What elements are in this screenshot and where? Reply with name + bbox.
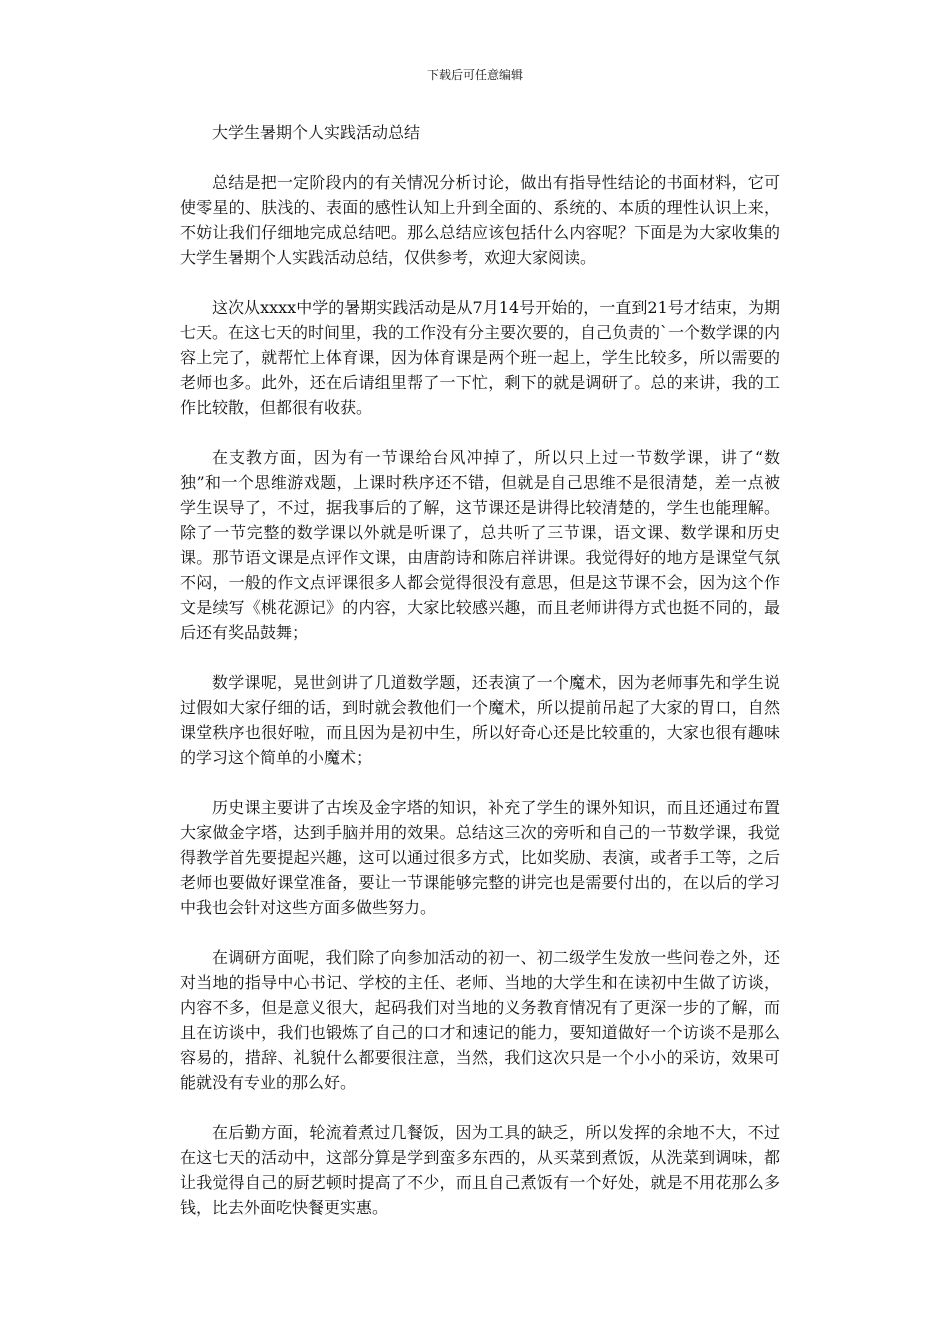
header-note: 下载后可任意编辑 [426,68,523,82]
paragraph-logistics: 在后勤方面，轮流着煮过几餐饭，因为工具的缺乏，所以发挥的余地不大，不过在这七天的活动中，这部分算是学到蛮多东西的，从买菜到煮饭，从洗菜到调味，都让我觉得自己的厨艺顿时提高了不少，而且自己煮饭有一个好处，就是不用花那么多钱，比去外面吃快餐更实惠。 [180,1123,780,1217]
paragraph-intro: 总结是把一定阶段内的有关情况分析讨论，做出有指导性结论的书面材料，它可使零星的、肤浅的、表面的感性认知上升到全面的、系统的、本质的理性认识上来，不妨让我们仔细地完成总结吧。那么总结应该包括什么内容呢？下面是为大家收集的大学生暑期个人实践活动总结，仅供参考，欢迎大家阅读。 [180,173,780,267]
paragraph-overview: 这次从xxxx中学的暑期实践活动是从7月14号开始的，一直到21号才结束，为期七天。在这七天的时间里，我的工作没有分主要次要的，自己负责的`一个数学课的内容上完了，就帮忙上体育课，因为体育课是两个班一起上，学生比较多，所以需要的老师也多。此外，还在后请组里帮了一下忙，剩下的就是调研了。总的来讲，我的工作比较散，但都很有收获。 [180,298,781,417]
paragraph-research: 在调研方面呢，我们除了向参加活动的初一、初二级学生发放一些问卷之外，还对当地的指导中心书记、学校的主任、老师、当地的大学生和在读初中生做了访谈，内容不多，但是意义很大，起码我们对当地的义务教育情况有了更深一步的了解，而且在访谈中，我们也锻炼了自己的口才和速记的能力，要知道做好一个访谈不是那么容易的，措辞、礼貌什么都要很注意，当然，我们这次只是一个小小的采访，效果可能就没有专业的那么好。 [180,948,780,1092]
document-title: 大学生暑期个人实践活动总结 [212,123,421,142]
paragraph-math-class: 数学课呢，晃世剑讲了几道数学题，还表演了一个魔术，因为老师事先和学生说过假如大家仔细的话，到时就会教他们一个魔术，所以提前吊起了大家的胃口，自然课堂秩序也很好啦，而且因为是初中生，所以好奇心还是比较重的，大家也很有趣味的学习这个简单的小魔术； [180,673,780,767]
paragraph-history-class: 历史课主要讲了古埃及金字塔的知识，补充了学生的课外知识，而且还通过布置大家做金字塔，达到手脑并用的效果。总结这三次的旁听和自己的一节数学课，我觉得教学首先要提起兴趣，这可以通过很多方式，比如奖励、表演，或者手工等，之后老师也要做好课堂准备，要让一节课能够完整的讲完也是需要付出的，在以后的学习中我也会针对这些方面多做些努力。 [180,798,780,917]
document-body [180,120,780,1220]
paragraph-teaching: 在支教方面，因为有一节课给台风冲掉了，所以只上过一节数学课，讲了“数独”和一个思维游戏题，上课时秩序还不错，但就是自己思维不是很清楚，差一点被学生误导了，不过，据我事后的了解，这节课还是讲得比较清楚的，学生也能理解。除了一节完整的数学课以外就是听课了，总共听了三节课，语文课、数学课和历史课。那节语文课是点评作文课，由唐韵诗和陈启祥讲课。我觉得好的地方是课堂气氛不闷，一般的作文点评课很多人都会觉得很没有意思，但是这节课不会，因为这个作文是续写《桃花源记》的内容，大家比较感兴趣，而且老师讲得方式也挺不同的，最后还有奖品鼓舞； [180,448,780,642]
